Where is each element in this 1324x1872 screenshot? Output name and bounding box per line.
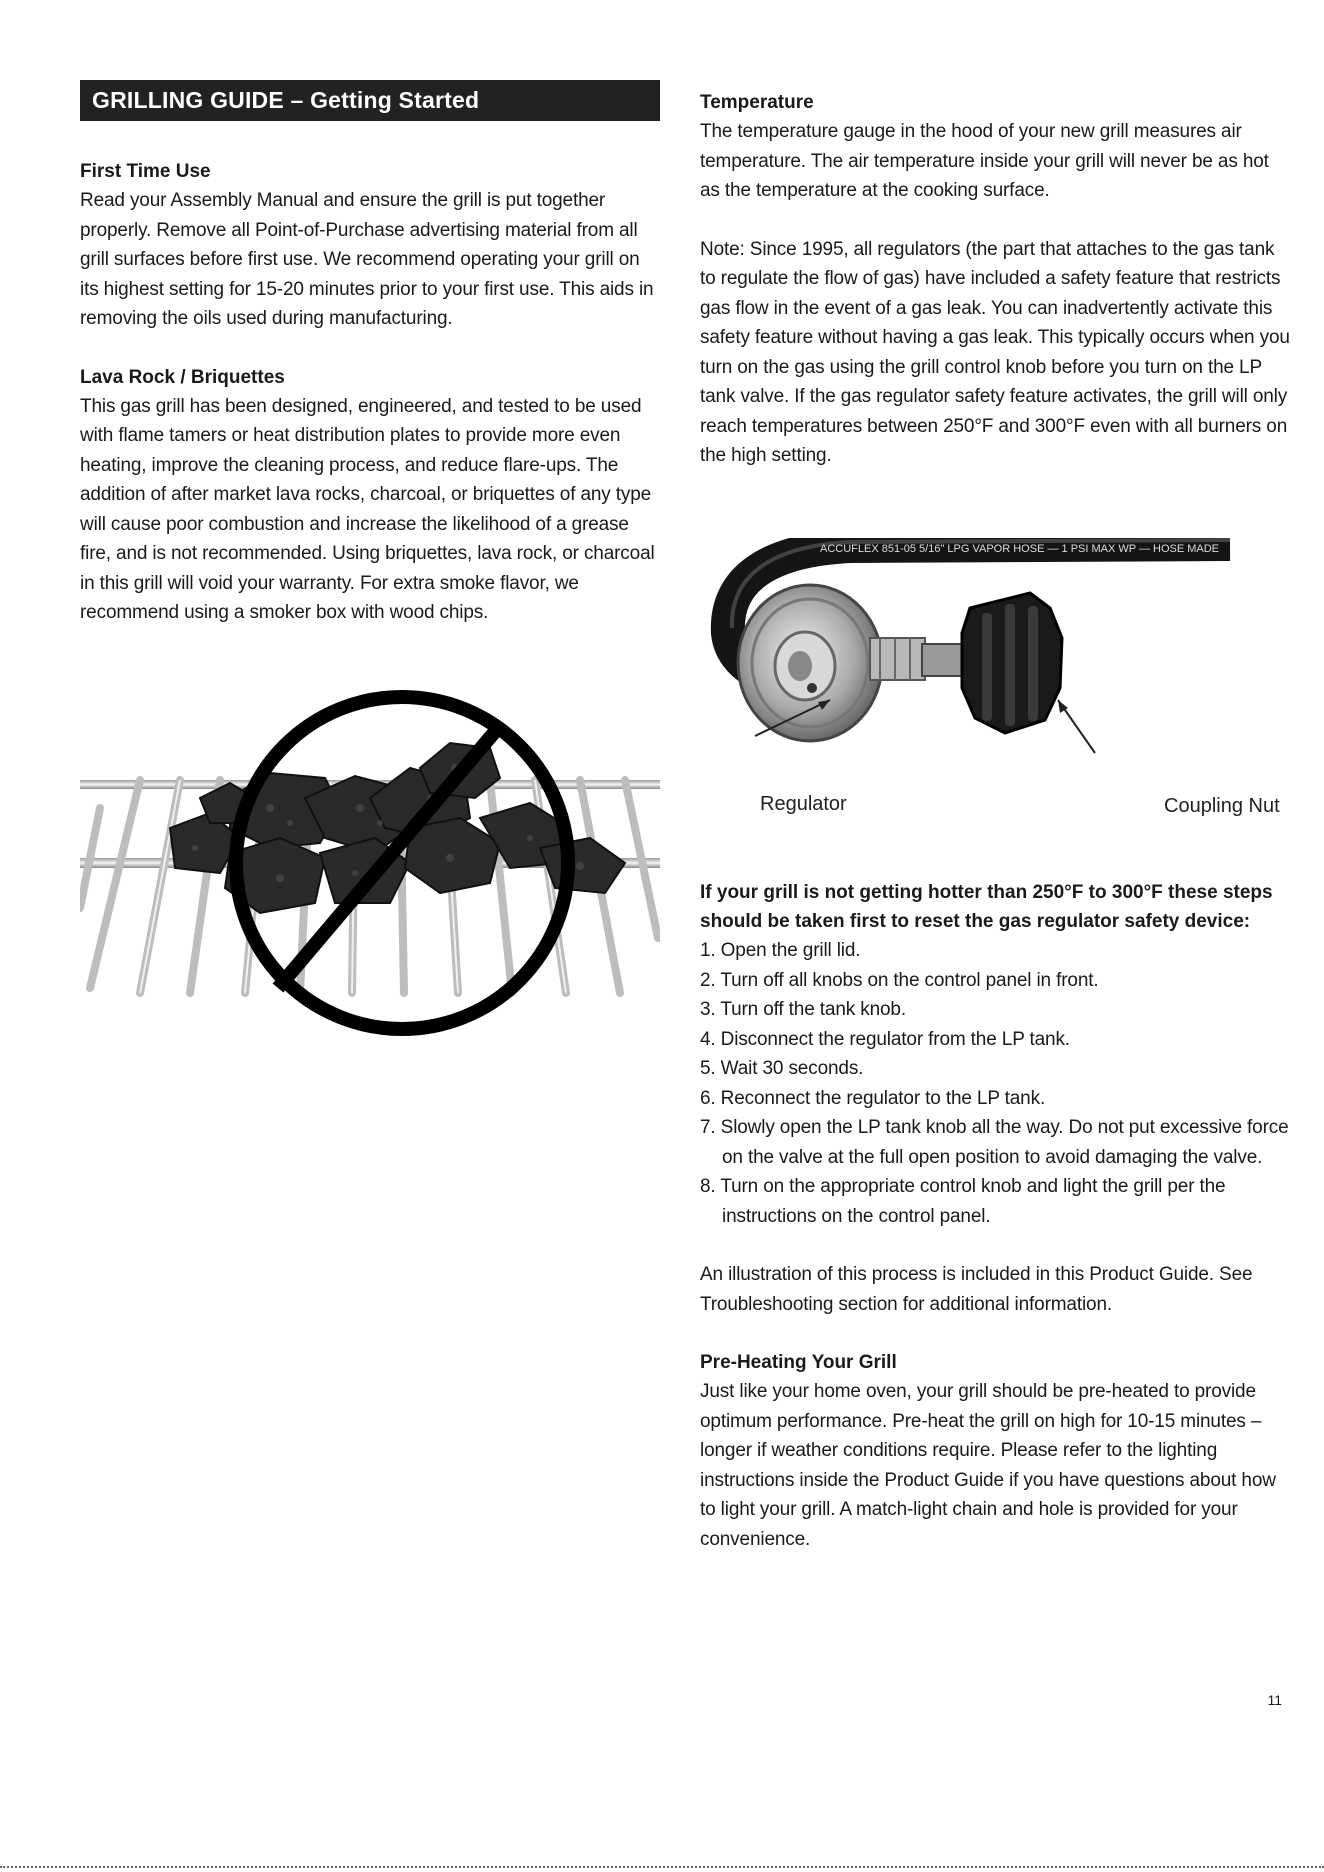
list-item: 6. Reconnect the regulator to the LP tank. [700, 1087, 1046, 1109]
list-item: 2. Turn off all knobs on the control panel in front. [700, 969, 1099, 991]
coupling-nut-label: Coupling Nut [1164, 795, 1280, 817]
reset-regulator-title: If your grill is not getting hotter than 250°F to 300°F these steps should be taken first to reset the gas regulator safety device: [700, 882, 1273, 932]
regulator-hose-icon [700, 538, 1290, 788]
hose-printed-text: ACCUFLEX 851-05 5/16" LPG VAPOR HOSE — 1 PSI MAX WP — HOSE MADE [820, 543, 1220, 555]
lava-rock-title: Lava Rock / Briquettes [80, 366, 285, 388]
first-time-use-text: Read your Assembly Manual and ensure the grill is put together properly. Remove all Point-of-Purchase advertising material from all grill surfaces before first use. We recommend operating your grill on its highest setting for 15-20 minutes prior to your first use. This aids in removing the oils used during manufacturing. [80, 190, 654, 329]
regulator-label: Regulator [760, 793, 847, 815]
temperature-text: The temperature gauge in the hood of your new grill measures air temperature. The air temperature inside your grill will never be as hot as the temperature at the cooking surface. [700, 121, 1269, 201]
right-column [700, 88, 1290, 471]
list-item: 1. Open the grill lid. [700, 940, 861, 961]
lava-rock-text: This gas grill has been designed, engineered, and tested to be used with flame tamers or heat distribution plates to provide more even heating, improve the cleaning process, and reduce flare-ups. The addition of after market lava rocks, charcoal, or briquettes of any type will cause poor combustion and increase the likelihood of a grease fire, and is not recommended. Using briquettes, lava rock, or charcoal in this grill will void your warranty. For extra smoke flavor, we recommend using a smoker box with wood chips. [80, 395, 655, 623]
no-lava-rock-icon [80, 688, 660, 1038]
regulator-illustration [700, 538, 1290, 828]
reset-steps-list [700, 936, 1290, 1231]
lava-rock-prohibited-illustration [80, 688, 660, 1038]
bottom-divider [0, 1866, 1324, 1868]
first-time-use-title: First Time Use [80, 161, 211, 182]
left-column [80, 80, 660, 628]
preheat-text: Just like your home oven, your grill should be pre-heated to provide optimum performance. Pre-heat the grill on high for 10-15 minutes – longer if weather conditions require. Please refer to the lighting instructions inside the Product Guide if you have questions about how to light your grill. A match-light chain and hole is provided for your convenience. [700, 1381, 1276, 1550]
list-item: 8. Turn on the appropriate control knob and light the grill per the instructions on the control panel. [700, 1176, 1226, 1227]
list-item: 4. Disconnect the regulator from the LP tank. [700, 1028, 1070, 1050]
list-item: 5. Wait 30 seconds. [700, 1058, 864, 1079]
temperature-title: Temperature [700, 92, 814, 113]
list-item: 3. Turn off the tank knob. [700, 999, 906, 1020]
page-number: 11 [1267, 1692, 1282, 1708]
right-column-lower [700, 878, 1290, 1554]
illustration-reference-text: An illustration of this process is included in this Product Guide. See Troubleshooting section for additional information. [700, 1264, 1253, 1315]
regulator-note-text: Note: Since 1995, all regulators (the part that attaches to the gas tank to regulate the flow of gas) have included a safety feature that restricts gas flow in the event of a gas leak. You can inadvertently activate this safety feature without having a gas leak. This typically occurs when you turn on the gas using the grill control knob before you turn on the LP tank valve. If the gas regulator safety feature activates, the grill will only reach temperatures between 250°F and 300°F even with all burners on the high setting. [700, 238, 1290, 466]
list-item: 7. Slowly open the LP tank knob all the way. Do not put excessive force on the valve at the full open position to avoid damaging the valve. [700, 1117, 1289, 1168]
section-banner: GRILLING GUIDE – Getting Started [80, 80, 660, 121]
preheat-title: Pre-Heating Your Grill [700, 1352, 897, 1373]
